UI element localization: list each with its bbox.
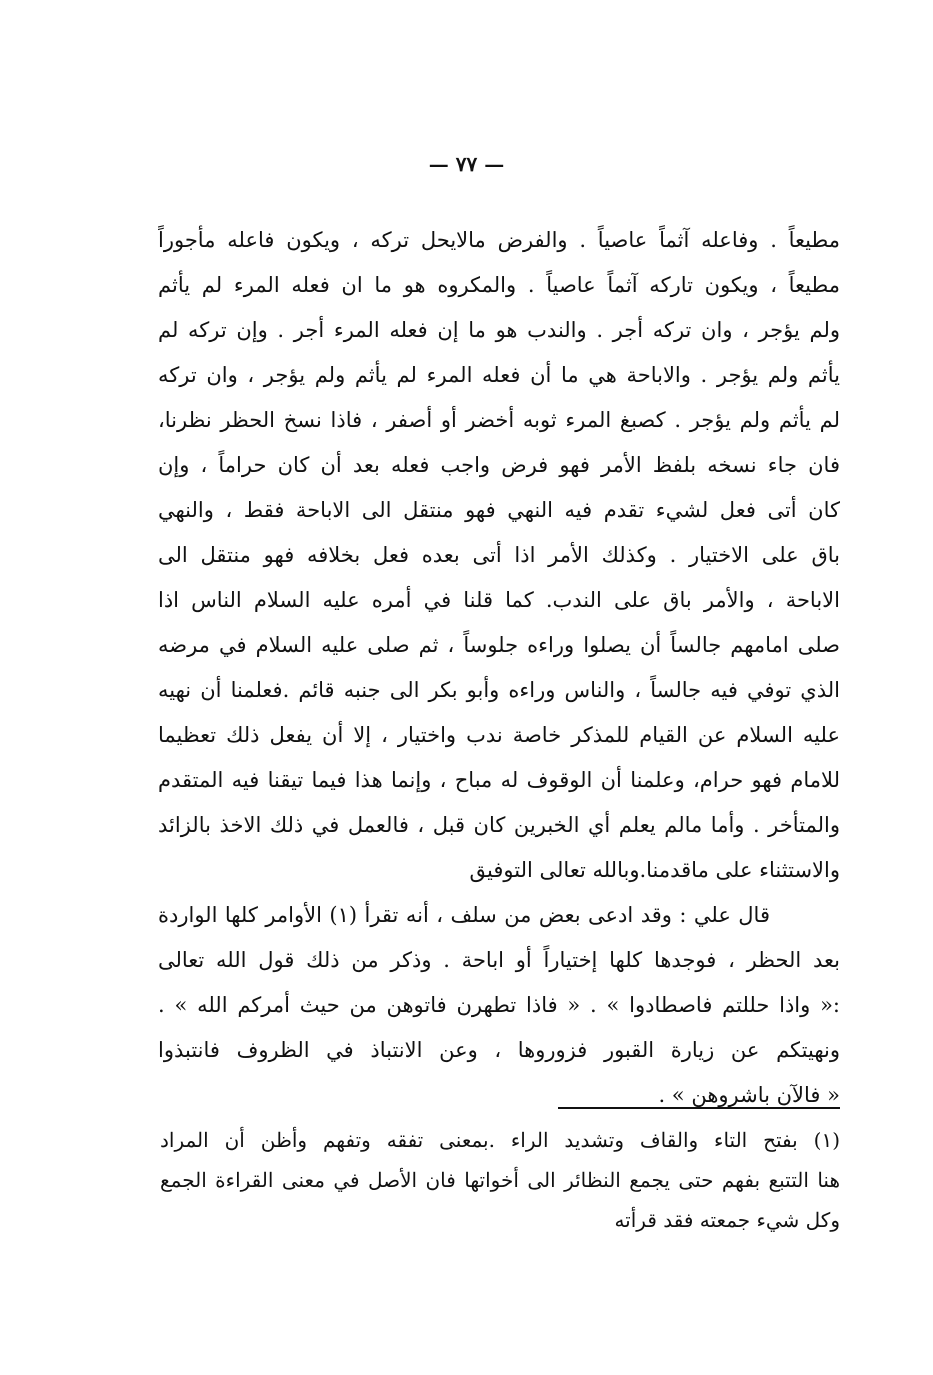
text-line: ونهيتكم عن زيارة القبور فزوروها ، وعن الانتباذ في الظروف فانتبذوا <box>158 1038 840 1062</box>
text-line: باق على الاختيار . وكذلك الأمر اذا أتى بعده فعل بخلافه فهو منتقل الى <box>158 543 840 567</box>
footnote <box>160 1120 840 1240</box>
footnote-divider <box>558 1107 840 1109</box>
text-line: الاباحة ، والأمر باق على الندب. كما قلنا في أمره عليه السلام الناس اذا <box>158 588 840 612</box>
text-line: مطيعاً ، ويكون تاركه آثماً عاصياً . والمكروه هو ما ان فعله المرء لم يأثم <box>158 273 840 297</box>
text-line: عليه السلام عن القيام للمذكر خاصة ندب واختيار ، إلا أن يفعل ذلك تعظيما <box>158 723 840 747</box>
text-line: للامام فهو حرام، وعلمنا أن الوقوف له مباح ، وإنما هذا فيما تيقنا فيه المتقدم <box>158 768 840 792</box>
text-line: بعد الحظر ، فوجدها كلها إختياراً أو اباحة . وذكر من ذلك قول الله تعالى <box>158 948 840 972</box>
text-line: مطيعاً . وفاعله آثماً عاصياً . والفرض مالايحل تركه ، ويكون فاعله مأجوراً <box>158 228 840 252</box>
text-line: فان جاء نسخه بلفظ الأمر فهو فرض واجب فعله بعد أن كان حراماً ، وإن <box>158 453 840 477</box>
text-line: « فالآن باشروهن » . <box>658 1083 840 1107</box>
paragraph-1 <box>158 218 840 893</box>
text-line: :« واذا حللتم فاصطادوا » . « فاذا تطهرن فاتوهن من حيث أمركم الله » . <box>158 993 840 1017</box>
text-line: قال علي : وقد ادعى بعض من سلف ، أنه تقرأ (١) الأوامر كلها الواردة <box>158 903 770 927</box>
text-line: الذي توفي فيه جالساً ، والناس وراءه وأبو بكر الى جنبه قائم .فعلمنا أن نهيه <box>158 678 840 702</box>
page-number: — ٧٧ — <box>428 152 505 176</box>
text-line: والمتأخر . وأما مالم يعلم أي الخبرين كان قبل ، فالعمل في ذلك الاخذ بالزائد <box>158 813 840 837</box>
main-text <box>158 218 840 1118</box>
text-line: كان أتى فعل لشيء تقدم فيه النهي فهو منتقل الى الاباحة فقط ، والنهي <box>158 498 840 522</box>
footnote-line: هنا التتبع بفهم حتى يجمع النظائر الى أخواتها فان الأصل في معنى القراءة الجمع <box>160 1168 840 1192</box>
text-line: يأثم ولم يؤجر . والاباحة هي ما أن فعله المرء لم يأثم ولم يؤجر ، وان تركه <box>158 363 840 387</box>
footnote-line: (١) بفتح التاء والقاف وتشديد الراء .بمعنى تفقه وتفهم وأظن أن المراد <box>160 1128 840 1152</box>
paragraph-2 <box>158 893 840 1118</box>
text-line: لم يأثم ولم يؤجر . كصبغ المرء ثوبه أخضر أو أصفر ، فاذا نسخ الحظر نظرنا، <box>158 408 840 432</box>
text-line: صلى امامهم جالساً أن يصلوا وراءه جلوساً ، ثم صلى عليه السلام في مرضه <box>158 633 840 657</box>
footnote-line: وكل شيء جمعته فقد قرأته <box>614 1208 840 1232</box>
text-line: والاستثناء على ماقدمنا.وبالله تعالى التوفيق <box>469 858 840 882</box>
text-line: ولم يؤجر ، وان تركه أجر . والندب هو ما إن فعله المرء أجر . وإن تركه لم <box>158 318 840 342</box>
